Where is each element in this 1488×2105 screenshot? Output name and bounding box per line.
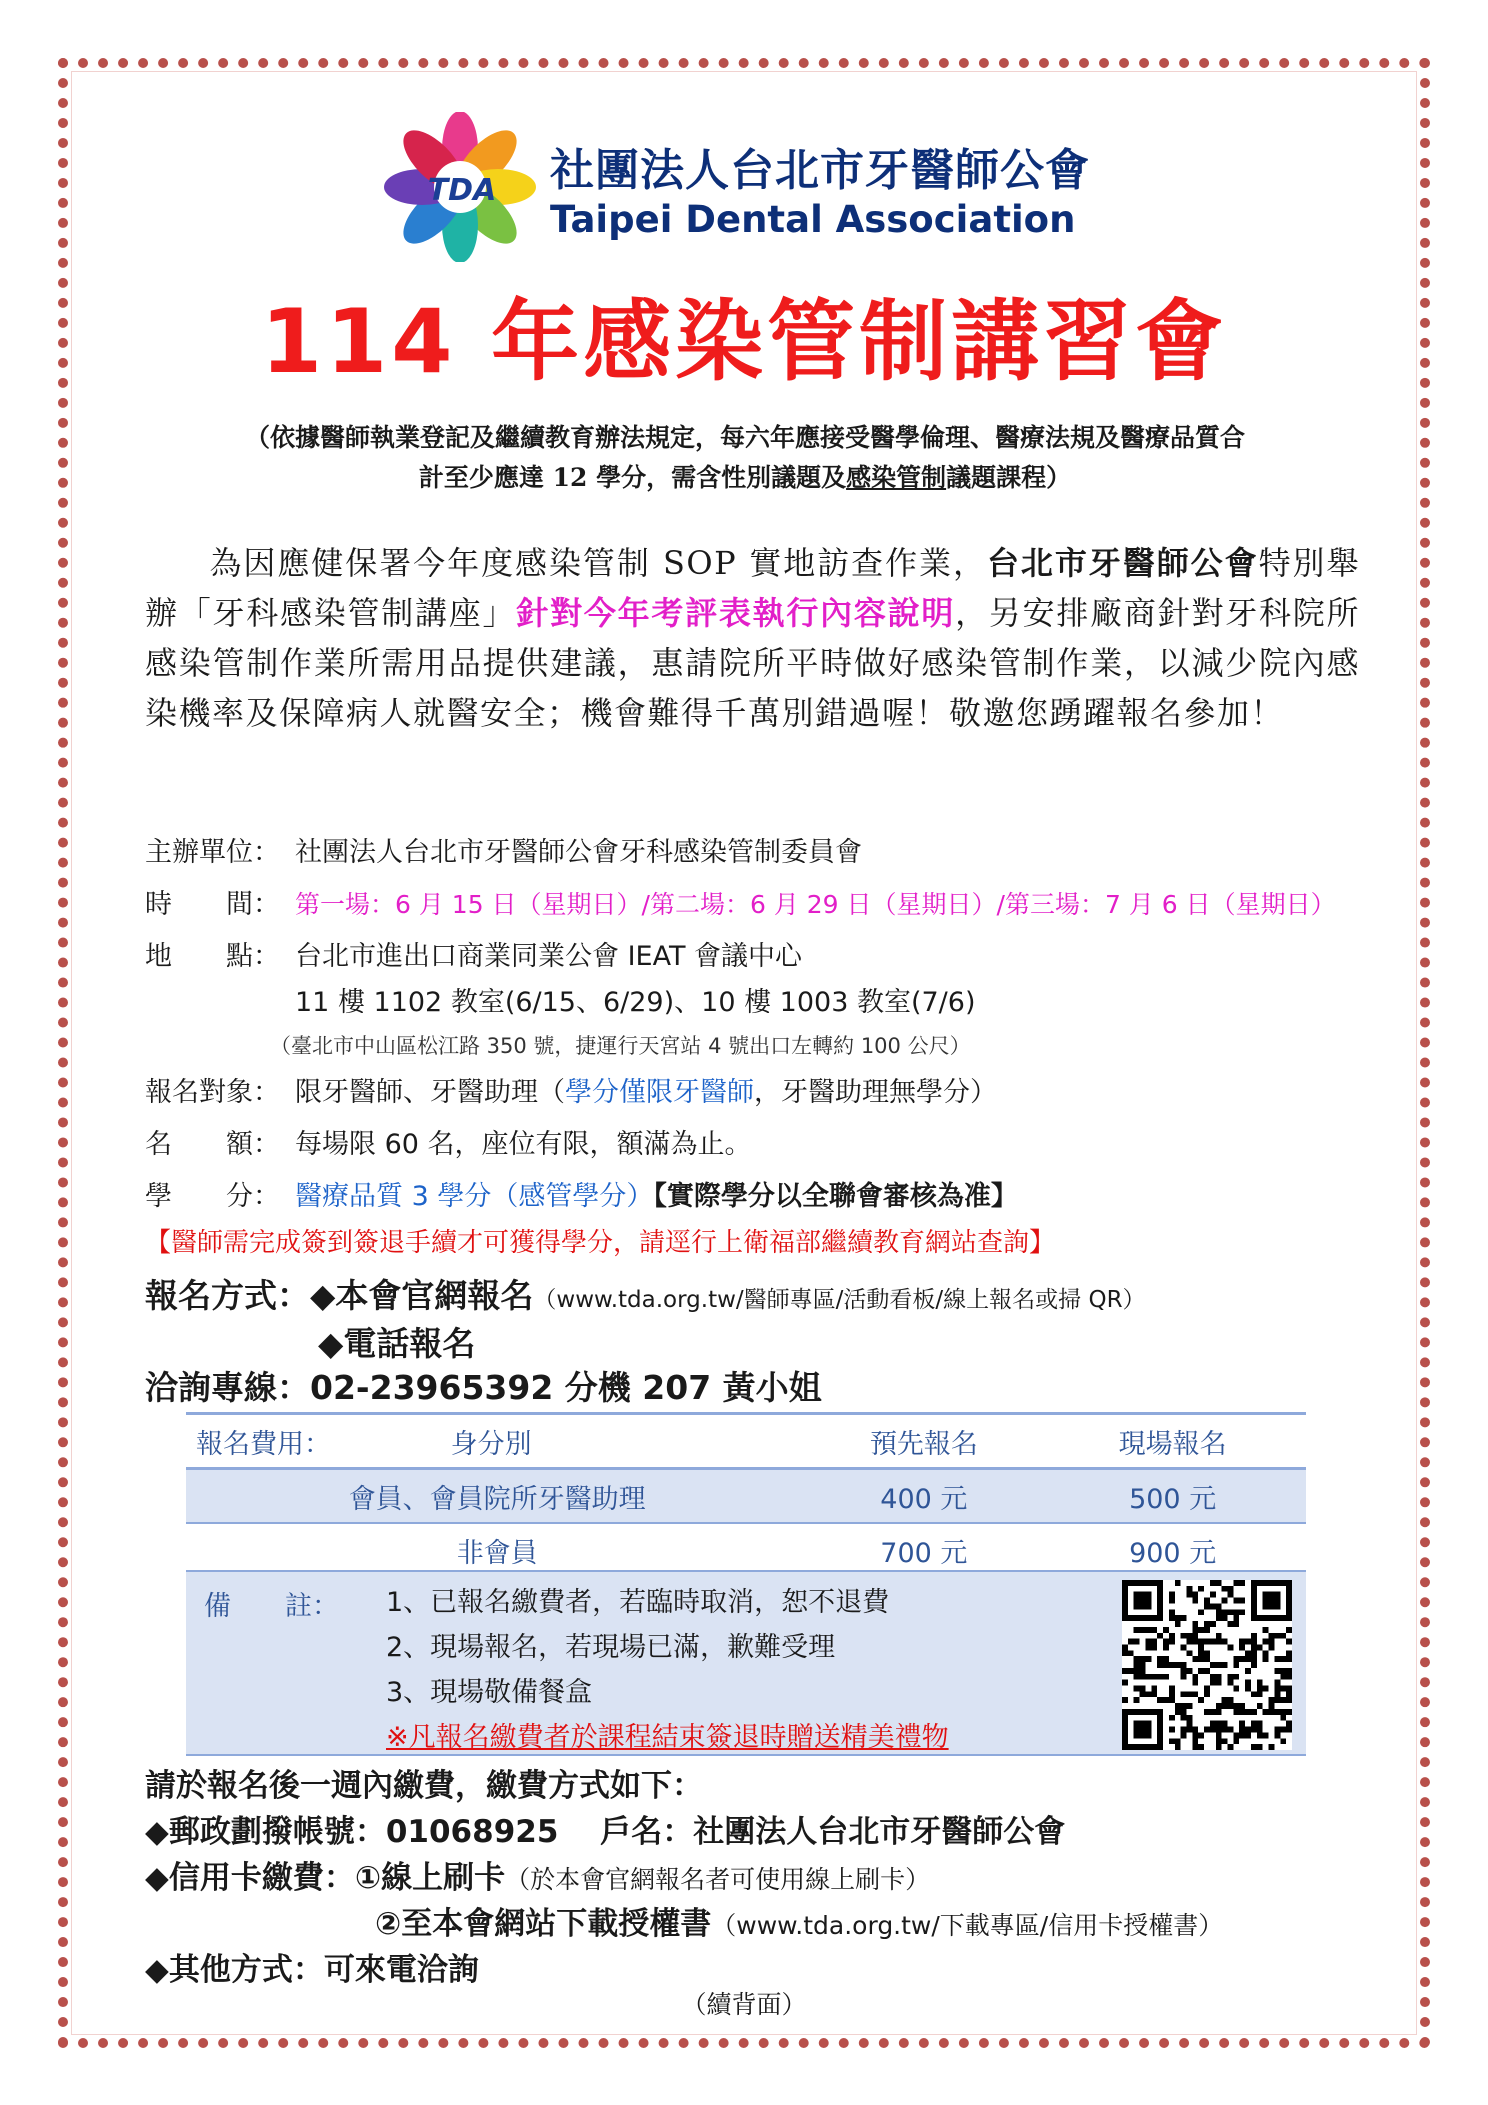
time-row [145, 882, 1385, 921]
credit-value: 醫療品質 3 學分（感管學分） [295, 1181, 654, 1212]
fee-onsite: 500 元 [1039, 1469, 1306, 1524]
place-line-3: （臺北市中山區松江路 350 號，捷運行天宮站 4 號出口左轉約 100 公尺） [270, 1034, 971, 1058]
intro-paragraph [145, 538, 1360, 738]
organizer-value: 社團法人台北市牙醫師公會牙科感染管制委員會 [295, 837, 862, 868]
note-line-2 [140, 458, 1350, 498]
list-item: 2、現場報名，若現場已滿，歉難受理 [386, 1632, 836, 1663]
place-label: 地 點： [145, 941, 280, 972]
payment-card-online-note: （於本會官網報名者可使用線上刷卡） [505, 1865, 931, 1894]
target-row [145, 1070, 1385, 1109]
registration-online: ◆本會官網報名 [310, 1276, 534, 1315]
fee-label: 報名費用： [186, 1414, 364, 1469]
remarks-label: 備 註： [204, 1591, 339, 1622]
credit-label: 學 分： [145, 1181, 280, 1212]
payment-card-form: ②至本會網站下載授權書 [375, 1906, 712, 1942]
payment-card-online: ◆信用卡繳費：①線上刷卡 [145, 1860, 506, 1896]
intro-text-2: 特別舉辦「牙科感染管制講座」 [145, 544, 1360, 632]
intro-highlight: 針對今年考評表執行內容說明 [516, 594, 956, 632]
note-line-2a: 計至少應達 12 學分，需含性別議題及 [418, 463, 847, 492]
registration-row [145, 1270, 1385, 1317]
note-line-2b: 議題課程） [946, 463, 1072, 492]
target-credit-note: 學分僅限牙醫師 [565, 1077, 754, 1108]
quota-label: 名 額： [145, 1129, 280, 1160]
place-row [145, 934, 1385, 973]
payment-card-form-note: （www.tda.org.tw/下載專區/信用卡授權書） [711, 1911, 1224, 1940]
payment-intro: 請於報名後一週內繳費，繳費方式如下： [145, 1768, 703, 1804]
continued-note: （續背面） [681, 1990, 807, 2019]
organizer-label: 主辦單位： [145, 837, 280, 868]
quota-value: 每場限 60 名，座位有限，額滿為止。 [295, 1129, 752, 1160]
fee-header-onsite: 現場報名 [1039, 1414, 1306, 1469]
payment-card-row [145, 1852, 1385, 1897]
fee-identity: 會員、會員院所牙醫助理 [186, 1469, 808, 1524]
fee-advance: 700 元 [808, 1523, 1039, 1577]
gift-note: ※凡報名繳費者於課程結束簽退時贈送精美禮物 [386, 1722, 949, 1753]
tda-logo-icon [380, 112, 545, 262]
place-line-2: 11 樓 1102 教室(6/15、6/29)、10 樓 1003 教室(7/6) [295, 987, 976, 1018]
registration-phone: ◆電話報名 [318, 1324, 476, 1363]
list-item: 3、現場敬備餐盒 [386, 1677, 593, 1708]
qr-code-icon[interactable] [1122, 1580, 1292, 1750]
time-value: 第一場：6 月 15 日（星期日）/第二場：6 月 29 日（星期日）/第三場：7 月 6 日（星期日） [295, 890, 1336, 919]
fee-table-header [186, 1414, 1306, 1469]
target-text-a: 限牙醫師、牙醫助理（ [295, 1077, 565, 1108]
table-row [186, 1523, 1306, 1577]
target-label: 報名對象： [145, 1077, 280, 1108]
contact-line: 洽詢專線：02-23965392 分機 207 黃小姐 [145, 1368, 822, 1407]
fee-table [186, 1412, 1306, 1578]
table-row [186, 1469, 1306, 1524]
intro-text-1: 為因應健保署今年度感染管制 SOP 實地訪查作業， [209, 544, 987, 582]
organizer-row [145, 830, 1385, 869]
payment-other: ◆其他方式：可來電洽詢 [145, 1952, 479, 1988]
payment-card-form-row [375, 1898, 1488, 1943]
quota-row [145, 1122, 1385, 1161]
credit-row [145, 1174, 1385, 1213]
time-label: 時 間： [145, 889, 280, 920]
credit-note: 【實際學分以全聯會審核為准】 [653, 1181, 1018, 1212]
intro-text-3: ，另安排廠商針對牙科院所感染管制作業所需用品提供建議，惠請院所平時做好感染管制作業，以減少院內感染機率及保障病人就醫安全；機會難得千萬別錯過喔！敬邀您踴躍報名參加！ [145, 594, 1360, 732]
intro-association: 台北市牙醫師公會 [986, 544, 1259, 582]
fee-advance: 400 元 [808, 1469, 1039, 1524]
header [380, 112, 1140, 262]
fee-onsite: 900 元 [1039, 1523, 1306, 1577]
fee-header-advance: 預先報名 [808, 1414, 1039, 1469]
note-line-1: （依據醫師執業登記及繼續教育辦法規定，每六年應接受醫學倫理、醫療法規及醫療品質合 [244, 423, 1245, 452]
registration-label: 報名方式： [145, 1276, 310, 1315]
registration-online-note: （www.tda.org.tw/醫師專區/活動看板/線上報名或掃 QR） [533, 1287, 1146, 1313]
org-name-zh: 社團法人台北市牙醫師公會 [550, 145, 1090, 196]
fee-header-identity: 身分別 [364, 1414, 619, 1469]
list-item: 1、已報名繳費者，若臨時取消，恕不退費 [386, 1587, 890, 1618]
credit-warning: 【醫師需完成簽到簽退手續才可獲得學分，請逕行上衛福部繼續教育網站查詢】 [145, 1228, 1056, 1258]
org-name-en: Taipei Dental Association [550, 198, 1076, 241]
fee-identity: 非會員 [186, 1523, 808, 1577]
page-title: 114 年感染管制講習會 [260, 290, 1228, 393]
note-underlined: 感染管制 [846, 463, 947, 492]
payment-postal: ◆郵政劃撥帳號：01068925 戶名：社團法人台北市牙醫師公會 [145, 1814, 1066, 1850]
logo-text: TDA [427, 173, 497, 208]
target-text-c: ，牙醫助理無學分） [754, 1077, 997, 1108]
remarks-list [386, 1580, 949, 1760]
regulation-note [140, 418, 1350, 498]
place-line-1: 台北市進出口商業同業公會 IEAT 會議中心 [295, 941, 803, 972]
